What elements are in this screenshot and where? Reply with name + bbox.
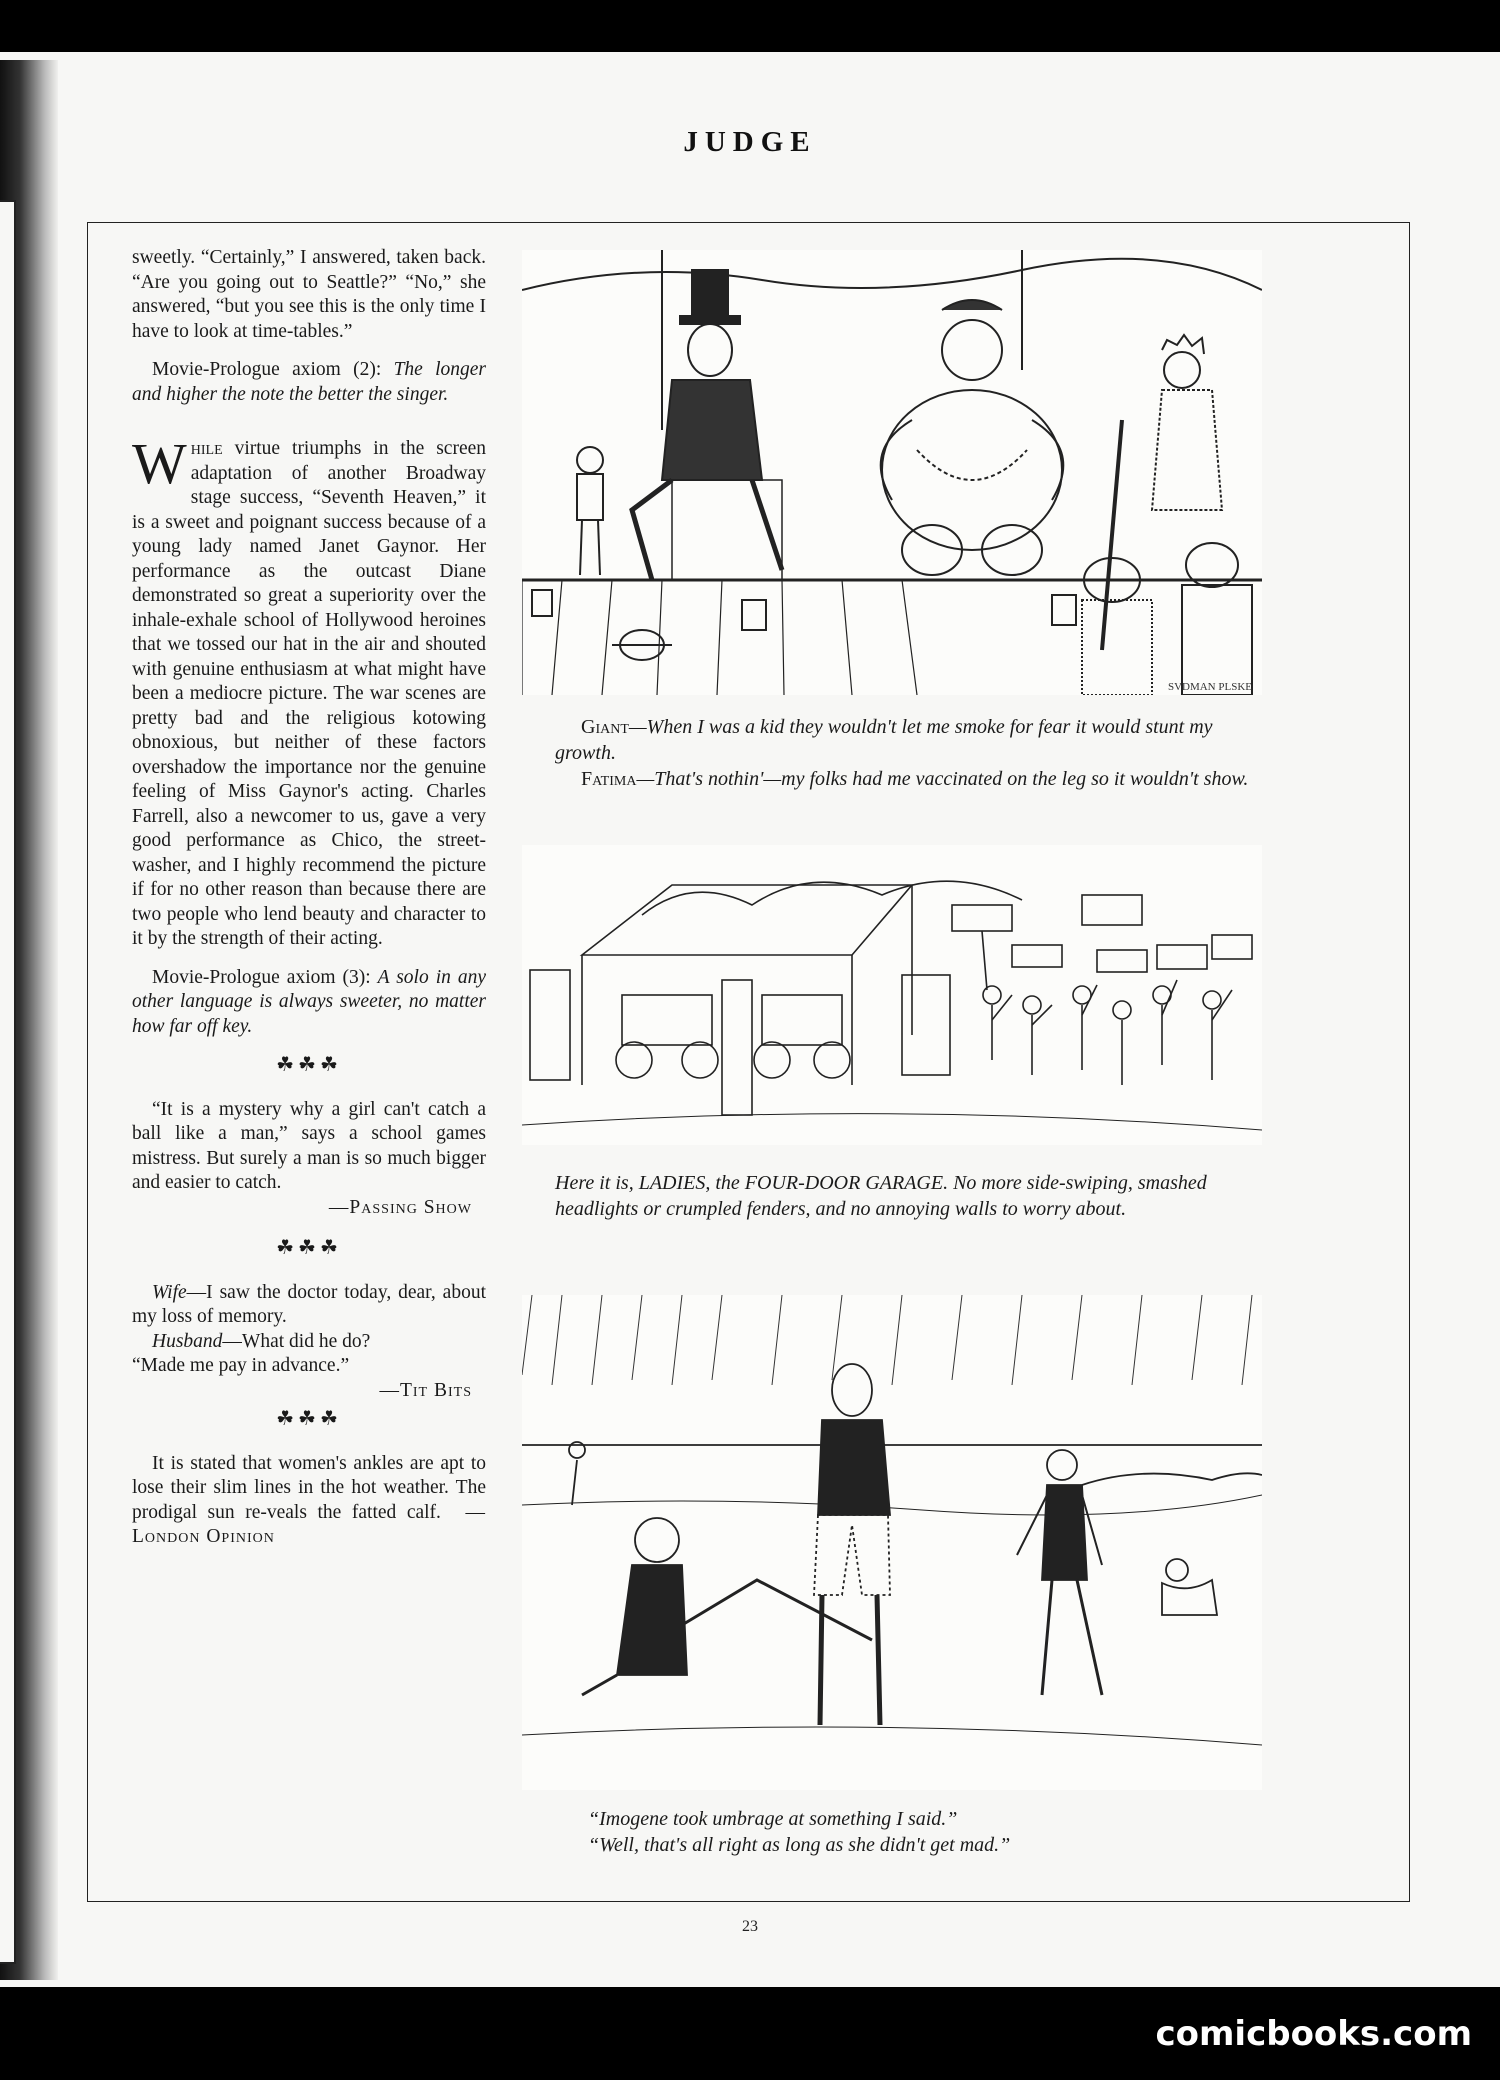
fatima-label: Fatima [581, 768, 637, 790]
site-watermark: comicbooks.com [1155, 2014, 1472, 2054]
giant-label: Giant [581, 716, 629, 738]
caption-sideshow [555, 714, 1255, 792]
sideshow-illustration [522, 250, 1262, 695]
masthead: JUDGE [683, 126, 817, 158]
review-text: virtue triumphs in the screen adaptation of another Broadway stage success, “Seventh Heaven,” it is a sweet and poignant success because of a young lady named Janet Gaynor. Her performance as the outcast Diane demonstrated so great a superiority over the inhale-exhale school of Hollywood heroines that we tossed our hat in the air and shouted with genuine enthusiasm at what might have been a mediocre picture. The war scenes are pretty bad and the religious kotowing obnoxious, but neither of these factors overshadow the importance nor the genuine feeling of Miss Gaynor's acting. Charles Farrell, also a newcomer to us, gave a very good performance as Chico, the street-washer, and I highly recommend the picture if for no other reason than because there are two people who lend beauty and character to it by the strength of their acting. [132, 438, 486, 949]
source-tit-bits: —Tit Bits [379, 1379, 472, 1401]
review-small-caps: hile [190, 438, 223, 459]
source-passing-show: —Passing Show [328, 1196, 472, 1218]
cartoon-garage [522, 845, 1262, 1145]
ornament-divider: ☘☘☘ [276, 1054, 342, 1076]
wife-label: Wife [152, 1281, 187, 1303]
caption-beach [588, 1806, 1268, 1858]
axiom-2 [132, 358, 486, 407]
joke-memory [132, 1281, 486, 1379]
paragraph-timetables: sweetly. “Certainly,” I answered, taken back. “Are you going out to Seattle?” “No,” she answered, “but you see this is the only time I have to look at time-tables.” [132, 247, 486, 342]
artist-signature: SVDMAN PLSKE [1167, 681, 1252, 693]
husband-text: —What did he do? [222, 1330, 371, 1352]
caption-beach-line-2: “Well, that's all right as long as she didn't get mad.” [588, 1834, 1011, 1856]
joke-ankles-text: It is stated that women's ankles are apt to lose their slim lines in the hot weather. The prodigal sun re-veals the fatted calf. [132, 1452, 486, 1523]
wife-text: —I saw the doctor today, dear, about my loss of memory. [132, 1281, 486, 1327]
joke-ankles [132, 1452, 486, 1550]
text-column [132, 246, 486, 1564]
cartoon-sideshow [522, 250, 1262, 695]
ornament-divider: ☘☘☘ [276, 1408, 342, 1430]
axiom-3-text: A solo in any other language is always sweeter, no matter how far off key. [132, 966, 487, 1037]
page-number: 23 [742, 1918, 758, 1935]
axiom-3-lead: Movie-Prologue axiom (3): [152, 966, 371, 988]
axiom-2-text: The longer and higher the note the better the singer. [132, 359, 487, 405]
joke-catch-ball: “It is a mystery why a girl can't catch a ball like a man,” says a school games mistress. But surely a man is so much bigger and easier to catch. [132, 1098, 486, 1193]
beach-illustration [522, 1295, 1262, 1790]
garage-illustration [522, 845, 1262, 1145]
facing-page-edge [0, 200, 16, 1964]
fatima-text: —That's nothin'—my folks had me vaccinated on the leg so it wouldn't show. [636, 768, 1249, 790]
ornament-divider: ☘☘☘ [276, 1237, 342, 1259]
axiom-2-lead: Movie-Prologue axiom (2): [152, 359, 382, 380]
cartoon-beach [522, 1295, 1262, 1790]
caption-garage: Here it is, LADIES, the FOUR-DOOR GARAGE. No more side-swiping, smashed headlights or crumpled fenders, and no annoying walls to worry about. [555, 1172, 1207, 1220]
husband-label: Husband [152, 1330, 223, 1352]
giant-text: —When I was a kid they wouldn't let me smoke for fear it would stunt my growth. [555, 716, 1213, 764]
axiom-3 [132, 966, 486, 1040]
source-london-opinion: —London Opinion [132, 1501, 487, 1547]
caption-beach-line-1: “Imogene took umbrage at something I said.” [588, 1808, 958, 1830]
drop-cap: W [132, 431, 187, 496]
film-review [132, 431, 486, 952]
reply-text: “Made me pay in advance.” [132, 1355, 350, 1376]
